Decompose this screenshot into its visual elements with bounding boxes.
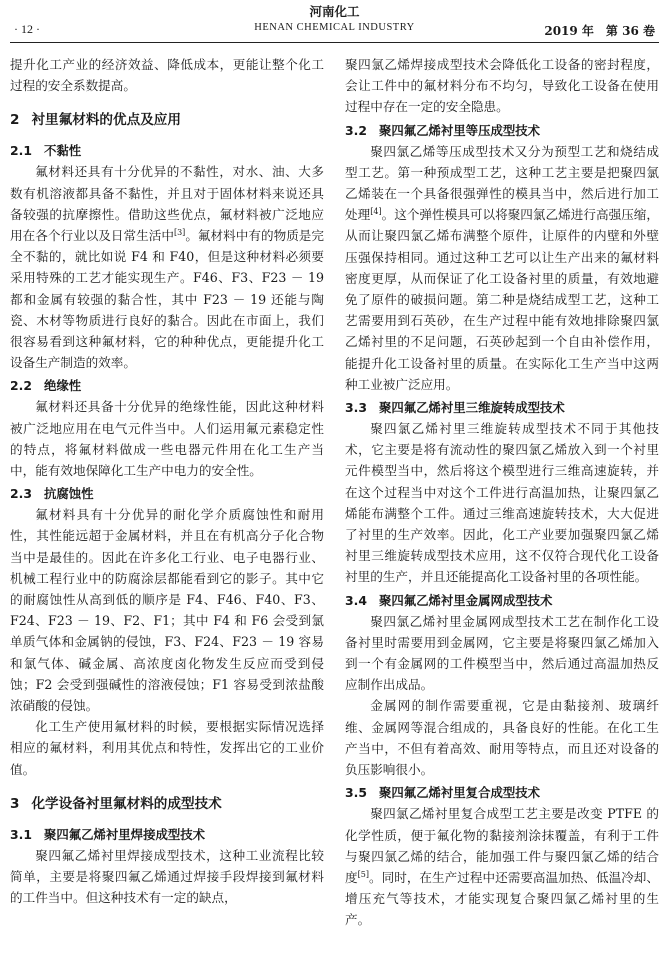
paragraph	[345, 803, 659, 930]
subsection-heading-3-4	[345, 590, 659, 611]
subsection-heading-2-2	[10, 375, 324, 396]
paragraph	[10, 161, 324, 373]
subsection-heading-3-1	[10, 824, 324, 845]
section-title: 衬里氟材料的优点及应用	[31, 112, 181, 129]
text-run: 。氟材料中有的物质是完全不黏的，就比如说 F4 和 F40，但是这种材料必须要采用特殊的工艺才能实现生产。F46、F3、F23 － 19 都和金属有较强的黏合性，其中 F23 － 19 还能与陶瓷、木材等物质进行良好的黏合。因此在市面上，我们很容易看到这种氟材料，它的种种优点，更能提升化工设备生产制造的效率。	[10, 228, 325, 371]
subsection-title: 绝缘性	[43, 378, 82, 394]
paragraph: 聚四氯乙烯焊接成型技术会降低化工设备的密封程度，会让工件中的氟材料分布不均匀，导致化工设备在使用过程中存在一定的安全隐患。	[345, 57, 659, 115]
paragraph: 聚四氯乙烯衬里金属网成型技术工艺在制作化工设备衬里时需要用到金属网，它主要是将聚四氯乙烯加入到一个有金属网的工件模型当中，然后通过高温加热反应制作出成品。	[345, 613, 659, 693]
citation[interactable]: [5]	[357, 869, 369, 879]
section-number: 2	[10, 112, 20, 129]
text-run: 。这个弹性模具可以将聚四氯乙烯进行高强压缩，从而让聚四氯乙烯布满整个原件，让原件的内壁和外壁压强保持相同。通过这种工艺可以让生产出来的氟材料密度更厚，从而保证了化工设备衬里的质量，有效地避免了原件的破损问题。第二种是烧结成型工艺，这种工艺需要用到石英砂，在生产过程中能有效地排除聚四氯乙烯衬里的不足问题，石英砂起到一个自由补偿作用，能提升化工设备衬里的质量。在实际化工生产当中这两种工业被广泛应用。	[345, 207, 660, 392]
subsection-title: 不黏性	[43, 143, 82, 159]
subsection-number: 3.3	[345, 400, 367, 416]
page-header	[10, 0, 659, 44]
paragraph: 化工生产使用氟材料的时候，要根据实际情况选择相应的氟材料，利用其优点和特性，发挥出它的工业价值。	[10, 719, 324, 777]
subsection-number: 3.5	[345, 785, 367, 801]
paragraph: 聚四氯乙烯衬里三维旋转成型技术不同于其他技术，它主要是将有流动性的聚四氯乙烯放入到一个衬里元件模型当中，然后将这个模型进行三维高速旋转，并在这个过程当中对这个工件进行高温加热，让聚四氯乙烯能布满整个工件。通过三维高速旋转技术，大大促进了衬里的生产效率。因此，化工产业要加强聚四氯乙烯衬里三维旋转成型技术应用，这不仅符合现代化工设备衬里的生产，并且还能提高化工设备衬里的各项性能。	[345, 421, 659, 585]
journal-title-en: HENAN CHEMICAL INDUSTRY	[254, 22, 415, 33]
subsection-number: 3.1	[10, 826, 32, 842]
text-run: 氟材料还具有十分优异的不黏性，对水、油、大多数有机溶液都具备不黏性，并且对于固体材料来说还具备较强的抗摩擦性。借助这些优点，氟材料被广泛地应用在各个行业以及日常生活中	[10, 164, 324, 244]
text-run: 聚四氯乙烯衬里复合成型工艺主要是改变 PTFE 的化学性质，便于氟化物的黏接剂涂抹覆盖，有利于工件与聚四氯乙烯的结合，能加强工件与聚四氯乙烯的结合度	[345, 806, 659, 885]
section-heading-2	[10, 110, 324, 130]
paragraph: 氟材料还具备十分优异的绝缘性能，因此这种材料被广泛地应用在电气元件当中。人们运用氟元素稳定性的特点，将氟材料做成一些电器元件用在化工生产当中，能有效地保障化工生产中电力的安全性。	[10, 399, 324, 479]
subsection-number: 2.2	[10, 378, 32, 394]
citation[interactable]: [3]	[173, 227, 186, 237]
subsection-title: 抗腐蚀性	[43, 486, 94, 502]
subsection-heading-2-1	[10, 140, 324, 161]
subsection-heading-2-3	[10, 483, 324, 504]
subsection-number: 3.4	[345, 592, 367, 608]
subsection-number: 2.1	[10, 143, 32, 159]
page-number: · 12 ·	[14, 22, 40, 36]
text-run: 聚四氯乙烯等压成型技术又分为预型工艺和烧结成型工艺。第一种预成型工艺，这种工艺主要是把聚四氯乙烯装在一个具备很强弹性的模具当中，然后进行加工处理	[345, 143, 659, 223]
subsection-heading-3-2	[345, 120, 659, 141]
section-number: 3	[10, 795, 20, 812]
subsection-title: 聚四氟乙烯衬里焊接成型技术	[43, 826, 206, 842]
subsection-heading-3-3	[345, 397, 659, 418]
subsection-title: 聚四氟乙烯衬里等压成型技术	[378, 122, 541, 138]
text-run: 。同时，在生产过程中还需要高温加热、低温冷却、增压充气等技术，才能实现复合聚四氯乙烯衬里的生产。	[345, 869, 660, 928]
paragraph: 提升化工产业的经济效益、降低成本，更能让整个化工过程的安全系数提高。	[10, 57, 324, 94]
section-title: 化学设备衬里氟材料的成型技术	[31, 795, 222, 812]
header-rule	[10, 42, 659, 43]
section-heading-3	[10, 794, 324, 814]
paragraph: 聚四氟乙烯衬里焊接成型技术，这种工业流程比较简单，主要是将聚四氟乙烯通过焊接手段焊接到氟材料的工件当中。但这种技术有一定的缺点，	[10, 847, 324, 906]
subsection-number: 3.2	[345, 122, 367, 138]
subsection-title: 聚四氟乙烯衬里金属网成型技术	[378, 592, 553, 608]
issue-info: 2019 年 第 36 卷	[544, 24, 655, 38]
subsection-title: 聚四氟乙烯衬里三维旋转成型技术	[378, 400, 565, 416]
left-column	[10, 54, 324, 909]
paragraph	[345, 141, 659, 395]
paragraph: 氟材料具有十分优异的耐化学介质腐蚀性和耐用性，其性能远超于金属材料，并且在有机高分子化合物当中是最佳的。因此在许多化工行业、电子电器行业、机械工程行业中的防腐涂层都能看到它的影子。其中它的耐腐蚀性从高到低的顺序是 F4、F46、F40、F3、F24、F23 － 19、F2、F1；其中 F4 和 F6 会受到氯单质气体和金属钠的侵蚀，F3、F24、F23 － 19 容易和氯气体、碱金属、高浓度卤化物发生反应而受到侵蚀；F2 会受到强碱性的溶液侵蚀；F1 容易受到浓盐酸浓硝酸的侵蚀。	[10, 507, 324, 714]
paragraph: 金属网的制作需要重视，它是由黏接剂、玻璃纤维、金属网等混合组成的，具备良好的性能。在化工生产当中，不但有着高效、耐用等特点，而且还对设备的负压影响很小。	[345, 698, 659, 778]
journal-title-cn: 河南化工	[309, 4, 360, 19]
subsection-heading-3-5	[345, 782, 659, 803]
subsection-number: 2.3	[10, 486, 32, 502]
subsection-title: 聚四氟乙烯衬里复合成型技术	[378, 785, 541, 801]
right-column	[345, 54, 659, 931]
citation[interactable]: [4]	[370, 207, 382, 217]
